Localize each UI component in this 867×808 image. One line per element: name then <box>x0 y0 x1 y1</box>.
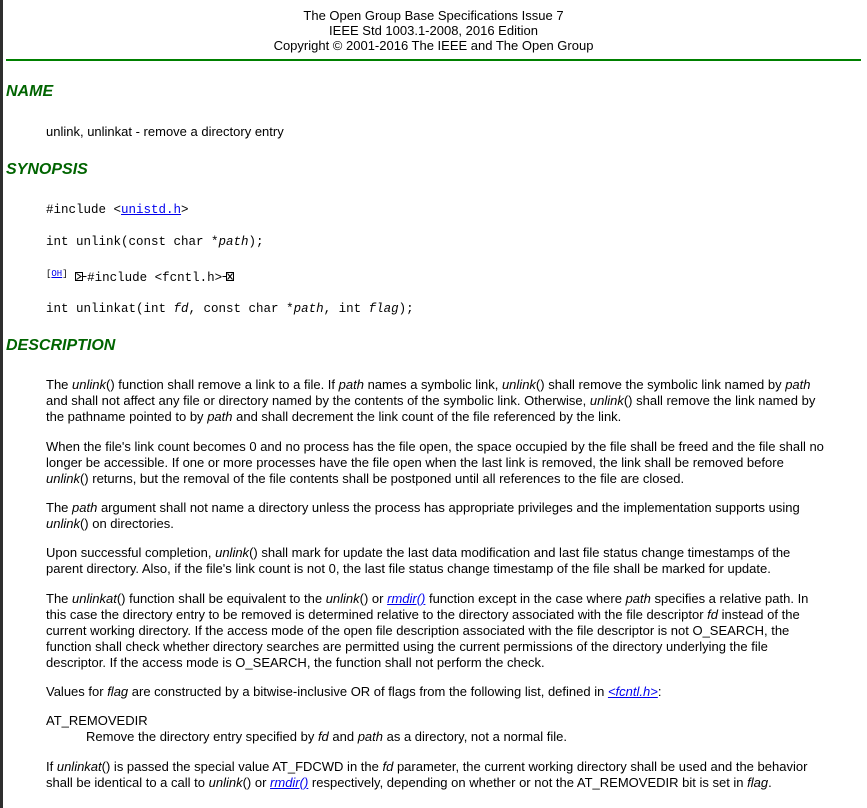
text-run: and shall decrement the link count of the file referenced by the link. <box>232 409 622 424</box>
text-run: rmdir() <box>387 591 426 606</box>
include-prefix: #include < <box>46 203 122 217</box>
text-run: function except in the case where <box>425 591 626 606</box>
text-run: rmdir() <box>270 775 309 790</box>
flag-at-removedir-description <box>86 729 826 745</box>
prototype-text: int unlinkat(int <box>46 302 174 316</box>
prototype-text: int unlink(const char * <box>46 235 219 249</box>
flag-at-removedir: AT_REMOVEDIR <box>46 713 148 728</box>
prototype-text: , const char * <box>188 302 294 316</box>
prototype-text: ); <box>248 235 264 249</box>
text-run: If <box>46 759 57 774</box>
description-paragraph-1 <box>46 377 826 425</box>
rmdir-link[interactable] <box>387 591 425 606</box>
text-run: () or <box>242 775 271 790</box>
name-text: unlink, unlinkat - remove a directory entry <box>46 124 284 139</box>
text-run: unlink <box>589 393 624 408</box>
text-run: argument shall not name a directory unless the process has appropriate privileges and the implementation supports using <box>97 500 800 515</box>
header-line-1: The Open Group Base Specifications Issue 7 <box>303 8 564 23</box>
text-run: path <box>338 377 364 392</box>
text-run: names a symbolic link, <box>363 377 502 392</box>
text-run: Remove the directory entry specified by <box>86 729 318 744</box>
text-run: path <box>357 729 384 744</box>
text-run: fd <box>707 607 718 622</box>
text-run: When the file's link count becomes 0 and no process has the file open, the space occupied by the file shall be freed and the file shall no longer be accessible. If one or more processes have the file open when the last link is removed, the link shall be removed before <box>46 439 824 470</box>
description-paragraph-6 <box>46 684 826 700</box>
text-run: : <box>657 684 662 699</box>
text-run: Upon successful completion, <box>46 545 216 560</box>
text-run: unlink <box>46 471 80 486</box>
text-run: unlinkat <box>56 759 102 774</box>
oh-link[interactable]: OH <box>51 269 63 279</box>
text-run: fd <box>382 759 394 774</box>
text-run: and <box>328 729 358 744</box>
option-end-icon <box>222 270 234 286</box>
param-fd: fd <box>173 302 189 316</box>
text-run: () is passed the special value AT_FDCWD in the <box>101 759 383 774</box>
oh-margin-tag <box>46 269 68 279</box>
header-divider <box>6 59 861 61</box>
description-paragraph-4 <box>46 545 826 577</box>
oh-bracket-open: [ <box>46 269 52 279</box>
text-run: instead of the current working directory. If the access mode of the open file description associated with the file descriptor is not O_SEARCH, the function shall check whether directory searches are permitted using the current permissions of the directory underlying the file descriptor. If the access mode is O_SEARCH, the function shall not perform the check. <box>46 607 800 670</box>
text-run: unlink <box>72 377 106 392</box>
fcntl-h-link[interactable] <box>608 684 658 699</box>
text-run: () shall remove the symbolic link named by <box>535 377 786 392</box>
description-paragraph-5 <box>46 591 826 671</box>
text-run: path <box>625 591 651 606</box>
header-line-2: IEEE Std 1003.1-2008, 2016 Edition <box>329 23 538 38</box>
text-run: () returns, but the removal of the file contents shall be postponed until all references to the file are closed. <box>79 471 685 486</box>
synopsis-unlink-prototype <box>46 234 826 250</box>
text-run: path <box>207 409 233 424</box>
text-run: unlink <box>208 775 243 790</box>
description-paragraph-7 <box>46 759 826 791</box>
description-paragraph-3 <box>46 500 826 532</box>
prototype-text: , int <box>323 302 369 316</box>
text-run: path <box>785 377 811 392</box>
text-run: flag <box>747 775 769 790</box>
text-run: as a directory, not a normal file. <box>383 729 568 744</box>
text-run: unlink <box>501 377 536 392</box>
text-run: () function shall be equivalent to the <box>116 591 326 606</box>
text-run: () function shall remove a link to a file. If <box>105 377 339 392</box>
text-run: parameter, the current working directory shall be used and the behavior shall be identical to a call to <box>46 759 808 790</box>
param-path: path <box>293 302 324 316</box>
text-run: specifies a relative path. In this case the directory entry to be removed is determined relative to the directory associated with the file descriptor <box>46 591 809 622</box>
text-run: unlinkat <box>72 591 117 606</box>
text-run: () or <box>359 591 388 606</box>
section-heading-name: NAME <box>6 83 54 100</box>
text-run: () on directories. <box>79 516 174 531</box>
text-run: and shall not affect any file or directory named by the contents of the symbolic link. Otherwise, <box>46 393 590 408</box>
text-run: () shall mark for update the last data modification and last file status change timestamps of the parent directory. Also, if the file's link count is not 0, the last file status change timestamp of the file shall be marked for update. <box>46 545 791 576</box>
include-suffix: > <box>181 203 189 217</box>
synopsis-include-unistd <box>46 202 826 218</box>
left-window-edge <box>0 0 3 808</box>
text-run: . <box>768 775 772 790</box>
text-run: unlink <box>46 516 80 531</box>
prototype-text: ); <box>398 302 414 316</box>
option-start-icon <box>75 270 87 286</box>
description-paragraph-2 <box>46 439 826 487</box>
page-header <box>0 8 867 53</box>
text-run: The <box>46 500 73 515</box>
unistd-h-link[interactable]: unistd.h <box>121 203 182 217</box>
fcntl-include-text: #include <fcntl.h> <box>87 271 223 286</box>
text-run: flag <box>107 684 129 699</box>
section-heading-synopsis: SYNOPSIS <box>6 161 88 178</box>
text-run: Values for <box>46 684 108 699</box>
rmdir-link[interactable] <box>270 775 308 790</box>
synopsis-fcntl-include <box>46 266 826 286</box>
text-run: The <box>46 591 73 606</box>
text-run: The <box>46 377 73 392</box>
text-run: are constructed by a bitwise-inclusive OR of flags from the following list, defined in <box>128 684 608 699</box>
synopsis-unlinkat-prototype <box>46 301 826 317</box>
text-run: path <box>72 500 98 515</box>
text-run: fd <box>317 729 329 744</box>
text-run: respectively, depending on whether or not the AT_REMOVEDIR bit is set in <box>308 775 748 790</box>
text-run: unlink <box>325 591 360 606</box>
param-flag: flag <box>368 302 399 316</box>
param-path: path <box>218 235 249 249</box>
text-run: () shall remove the link named by the pathname pointed to by <box>46 393 816 424</box>
section-heading-description: DESCRIPTION <box>6 337 116 354</box>
header-line-3: Copyright © 2001-2016 The IEEE and The Open Group <box>273 38 594 53</box>
text-run: unlink <box>215 545 250 560</box>
oh-bracket-close: ] <box>62 269 68 279</box>
text-run: <fcntl.h> <box>607 684 658 699</box>
